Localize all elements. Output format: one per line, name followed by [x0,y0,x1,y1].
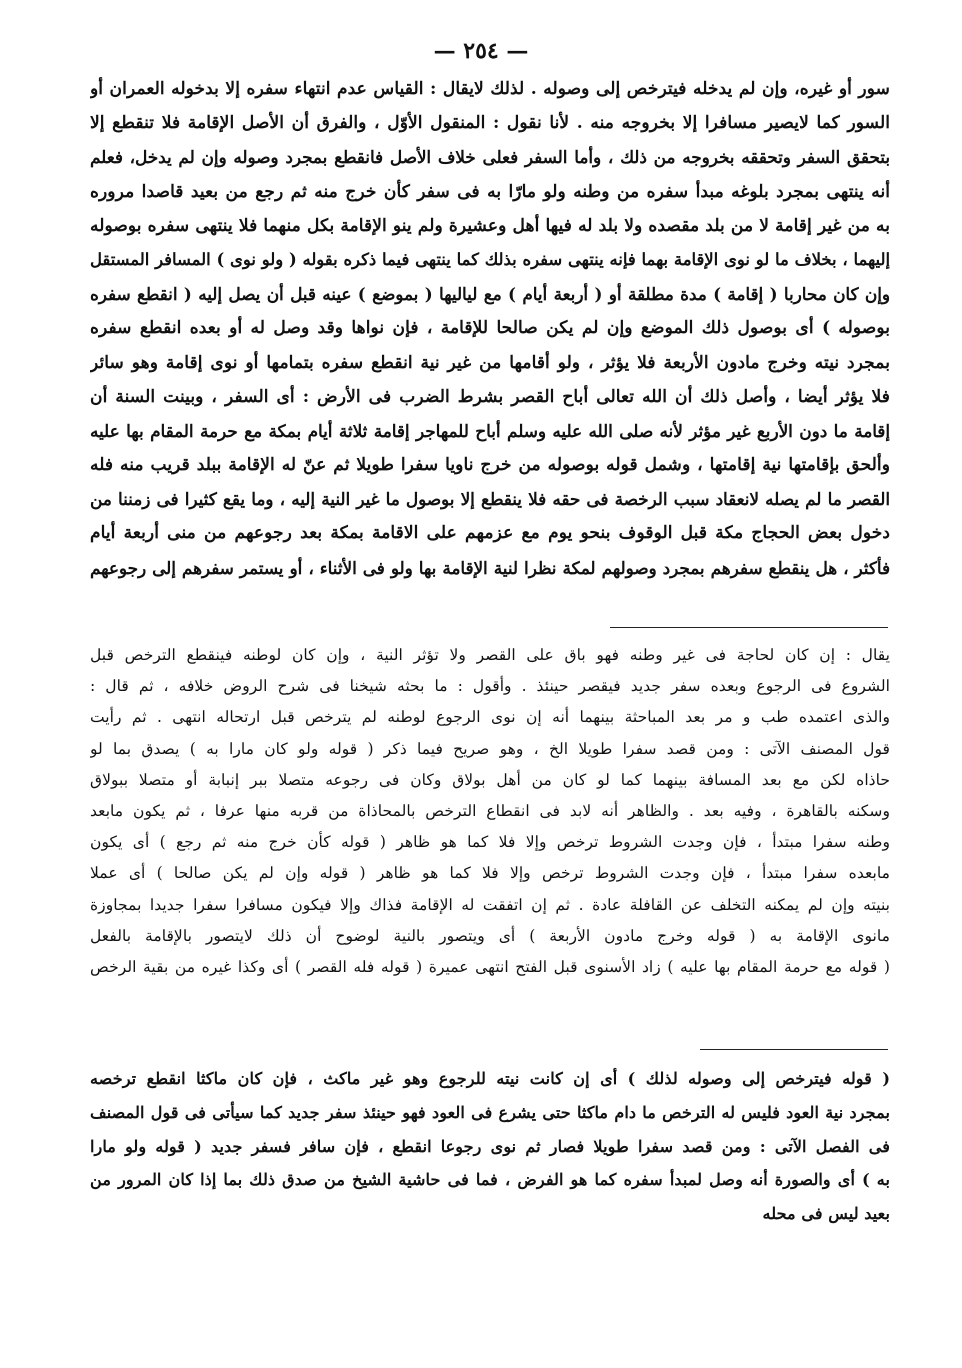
main-text-line: القصر ما لم يصله لانعقاد سبب الرخصة فى حقه فلا ينقطع إلا بوصول ما غير النية إليه ، وما يقع كثيرا فى زمننا من [90,489,890,510]
main-text-line: وإن كان محاربا ( إقامة ) مدة مطلقة أو ( أربعة أيام ) مع لياليها ( بموضع ) عينه قبل أن يصل إليه ( انقطع سفره [90,284,890,305]
main-text-line: السور كما لايصير مسافرا إلا بخروجه منه . لأنا نقول : المنقول الأوّل ، والفرق أن الأصل الإقامة فلا تنقطع إلا [90,113,890,134]
footnote-line: قول المصنف الآتى : ومن قصد سفرا طويلا الخ ، وهو صريح فيما ذكر ( قوله ولو كان مارا به ) يصدق بما لو [90,739,890,758]
footnote-divider [700,1049,888,1050]
main-text-line: وألحق بإقامتها نية إقامتها ، وشمل قوله بوصوله من خرج ناويا سفرا طويلا ثم عنّ له الإقامة ببلد قريب منه فله [90,455,890,476]
footnote-line: مانوى الإقامة به ( قوله وخرج مادون الأربعة ) أى ويتصور بالنية لوضوح أن ذلك لايتصور بالإقامة بالفعل [90,926,890,945]
footnote-line: الشروع فى الرجوع وبعده سفر جديد فيقصر حينئذ . وأقول : ما بحثه شيخنا فى شرح الروض خلافه ، ثم قال : [90,677,890,696]
main-text [90,72,890,585]
main-text-line: إقامة ما دون الأربع غير مؤثر لأنه صلى الله عليه وسلم أباح للمهاجر إقامة ثلاثة أيام بمكة مع حرمة المقام بها عليه [90,420,890,441]
page-number: — ٢٥٤ — [433,38,529,64]
footnote-line: مابعده سفرا مبتدأ ، فإن وجدت الشروط ترخص وإلا فلا كما هو ظاهر ( قوله وإن لم يكن صالحا ) أى عملا [90,864,890,883]
main-text-line: إليهما ، بخلاف ما لو نوى الإقامة بهما فإنه ينتهى سفره بذلك كما ينتهى فيما ذكره بقوله ( ولو نوى ) المسافر المستقل [90,249,890,269]
footnote-line: فى الفصل الآتى : ومن قصد سفرا طويلا فصار ثم نوى رجوعا انقطع ، فإن سافر فسفر جديد ( قوله ولو مارا [90,1136,890,1156]
main-text-line: بوصوله ) أى بوصول ذلك الموضع وإن لم يكن صالحا للإقامة ، فإن نواها وقد وصل له أو بعده انقطع سفره [90,318,890,339]
footnote-commentary-1 [90,640,890,983]
main-text-line: أنه ينتهى بمجرد بلوغه مبدأ سفره من وطنه ولو مارّا به فى سفر كأن خرج منه ثم رجع من بعيد قاصدا مروره [90,181,890,202]
main-text-line: به من غير إقامة لا من بلد مقصده ولا بلد له فيها أهل وعشيرة ولم ينو الإقامة بكل منهما فلا ينتهى سفره بوصوله [90,215,890,236]
footnote-line: بنيته وإن لم يمكنه التخلف عن القافلة عادة . ثم إن اتفقت له الإقامة فذاك وإلا فيكون مسافرا سفرا جديدا بمجاوزة [90,895,890,914]
footnote-line: يقال : إن كان لحاجة فى غير وطنه فهو باق على القصر ولا تؤثر النية ، وإن كان لوطنه فينقطع الترخص قبل [90,646,890,664]
footnote-line: به ) أى والصورة أنه وصل لمبدأ سفره كما هو الفرض ، فما فى حاشية الشيخ من صدق ذلك بما إذا كان المرور من [90,1170,890,1190]
footnote-line: والذى اعتمده طب و مر بعد المباحثة بينهما أنه إن نوى الرجوع لوطنه لم يترخص قبل ارتحاله انتهى . ثم رأيت [90,708,890,727]
footnote-divider [610,627,888,628]
main-text-line: فلا يؤثر أيضا ، وأصل ذلك أن الله تعالى أباح القصر بشرط الضرب فى الأرض : أى السفر ، وبينت السنة أن [90,386,890,407]
main-text-line: بتحقق السفر وتحققه بخروجه من ذلك ، وأما السفر فعلى خلاف الأصل فانقطع بمجرد وصوله وإن لم يدخل، فعلم [90,147,890,168]
footnote-line: حاذاه لكن مع بعد المسافة بينهما كما لو كان من أهل بولاق وكان فى رجوعه متصلا ببر إنبابة أو متصلا ببولاق [90,770,890,789]
footnote-line: بعيد ليس فى محله [762,1204,890,1224]
footnote-line: بمجرد نية العود فليس له الترخص ما دام ماكثا حتى يشرع فى العود فهو حينئذ سفر جديد كما سيأتى فى قول المصنف [90,1102,890,1122]
main-text-line: دخول بعض الحجاج مكة قبل الوقوف بنحو يوم مع عزمهم على الاقامة بمكة بعد رجوعهم من منى أربعة أيام [90,523,890,544]
footnote-line: ( قوله فيترخص إلى وصوله لذلك ) أى إن كانت نيته للرجوع وهو غير ماكث ، فإن كان ماكثا انقطع ترخصه [90,1069,890,1088]
main-text-line: فأكثر ، هل ينقطع سفرهم بمجرد وصولهم لمكة نظرا لنية الإقامة بها ولو فى الأثناء ، أو يستمر سفرهم إلى رجوعهم [90,557,890,578]
footnote-line: ( قوله مع حرمة المقام بها عليه ) زاد الأسنوى قبل الفتح انتهى عميرة ( قوله فله القصر ) أى وكذا غيره من بقية الرخص [90,957,890,976]
footnote-commentary-2 [90,1062,890,1231]
main-text-line: بمجرد نيته وخرج مادون الأربعة فلا يؤثر ، ولو أقامها من غير نية انقطع سفره بتمامها أو نوى إقامة وهو سائر [90,352,890,373]
footnote-line: وسكنه بالقاهرة ، وفيه بعد . والظاهر أنه لابد فى انقطاع الترخص بالمحاذاة من قربه منها عرفا ، ثم يكون مابعد [90,801,890,820]
footnote-line: وطنه سفرا مبتدأ ، فإن وجدت الشروط ترخص وإلا فلا كما هو ظاهر ( قوله كأن خرج منه ثم رجع ) أى يكون [90,833,890,852]
main-text-line: سور أو غيره، وإن لم يدخله فيترخص إلى وصوله . لذلك لايقال : القياس عدم انتهاء سفره إلا بدخوله العمران أو [90,79,890,99]
